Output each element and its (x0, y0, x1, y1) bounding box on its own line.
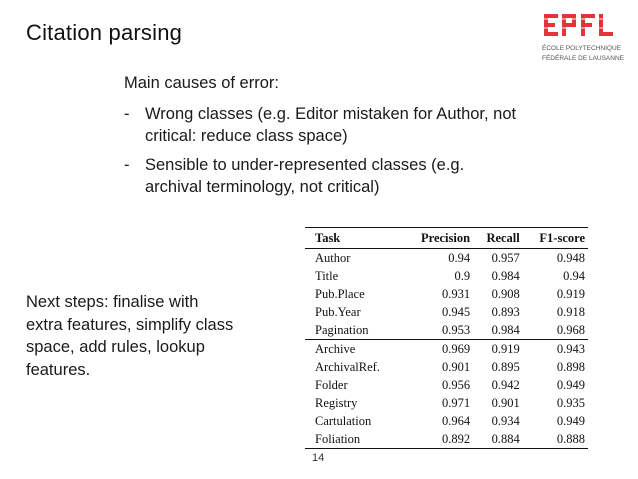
cell-recall: 0.893 (491, 304, 520, 319)
logo-subtitle-1: ÉCOLE POLYTECHNIQUE (542, 45, 621, 52)
slide-title: Citation parsing (26, 20, 183, 45)
cell-task: Pub.Place (315, 286, 365, 301)
cell-task: Pub.Year (315, 304, 361, 319)
cell-precision: 0.964 (441, 413, 471, 428)
table-row (305, 340, 588, 359)
cell-task: Archive (305, 340, 403, 359)
error-causes (124, 72, 524, 205)
table-row (305, 376, 588, 394)
epfl-logo (540, 10, 626, 68)
table-row (305, 430, 588, 449)
cell-f1: 0.94 (563, 268, 585, 283)
bullet-dash: - (124, 105, 130, 123)
cell-task: Pagination (315, 322, 369, 337)
cell-precision: 0.931 (441, 286, 471, 301)
cell-f1: 0.968 (556, 322, 585, 337)
table-header-row (305, 228, 588, 249)
header-f1: F1-score (523, 228, 588, 249)
cell-precision: 0.971 (441, 395, 471, 410)
cell-task: Title (315, 268, 339, 283)
cell-recall: 0.884 (491, 431, 520, 446)
cause-text: Sensible to under-represented classes (e.g. archival terminology, not critical) (145, 156, 465, 196)
cell-f1: 0.898 (556, 359, 585, 374)
cell-task: Registry (315, 395, 358, 410)
cause-item (124, 103, 524, 147)
logo-subtitle-2: FÉDÉRALE DE LAUSANNE (542, 55, 624, 62)
cell-recall: 0.984 (491, 322, 520, 337)
table-row (305, 303, 588, 321)
cell-precision: 0.9 (454, 268, 471, 283)
causes-heading: Main causes of error: (124, 74, 279, 92)
table-row (305, 249, 588, 268)
cell-recall: 0.984 (491, 268, 520, 283)
cell-f1: 0.888 (556, 431, 585, 446)
cell-recall: 0.934 (491, 413, 520, 428)
cell-task: Author (315, 250, 351, 265)
header-recall: Recall (473, 228, 523, 249)
cell-precision: 0.901 (441, 359, 471, 374)
cell-f1: 0.935 (556, 395, 585, 410)
cell-recall: 0.919 (473, 340, 523, 359)
cell-precision: 0.94 (448, 250, 471, 265)
cause-item (124, 154, 524, 198)
table-row (305, 267, 588, 285)
cell-f1: 0.949 (556, 377, 585, 392)
cause-text: Wrong classes (e.g. Editor mistaken for Author, not critical: reduce class space) (145, 105, 517, 145)
results-table (305, 227, 588, 449)
cell-f1: 0.949 (556, 413, 585, 428)
table-row (305, 321, 588, 340)
cell-precision: 0.956 (441, 377, 471, 392)
cell-recall: 0.942 (491, 377, 520, 392)
table-row (305, 412, 588, 430)
cell-task: Folder (315, 377, 348, 392)
bullet-dash: - (124, 156, 130, 174)
results-body (305, 249, 588, 449)
cell-f1: 0.918 (556, 304, 585, 319)
cell-task: Cartulation (315, 413, 372, 428)
cell-f1: 0.943 (523, 340, 588, 359)
cell-recall: 0.895 (491, 359, 520, 374)
next-steps-text: Next steps: finalise with extra features, simplify class space, add rules, lookup features. (26, 293, 234, 379)
cell-recall: 0.908 (491, 286, 520, 301)
cell-task: Foliation (315, 431, 361, 446)
cell-precision: 0.969 (403, 340, 473, 359)
cell-f1: 0.919 (556, 286, 585, 301)
table-row (305, 285, 588, 303)
cell-recall: 0.901 (491, 395, 520, 410)
page-number: 14 (312, 452, 325, 464)
table-row (305, 394, 588, 412)
table-row (305, 358, 588, 376)
cell-recall: 0.957 (491, 250, 520, 265)
cell-f1: 0.948 (556, 250, 585, 265)
cell-precision: 0.945 (441, 304, 471, 319)
cell-precision: 0.953 (441, 322, 471, 337)
cell-task: ArchivalRef. (315, 359, 380, 374)
cell-precision: 0.892 (441, 431, 471, 446)
header-task: Task (305, 228, 403, 249)
header-precision: Precision (403, 228, 473, 249)
